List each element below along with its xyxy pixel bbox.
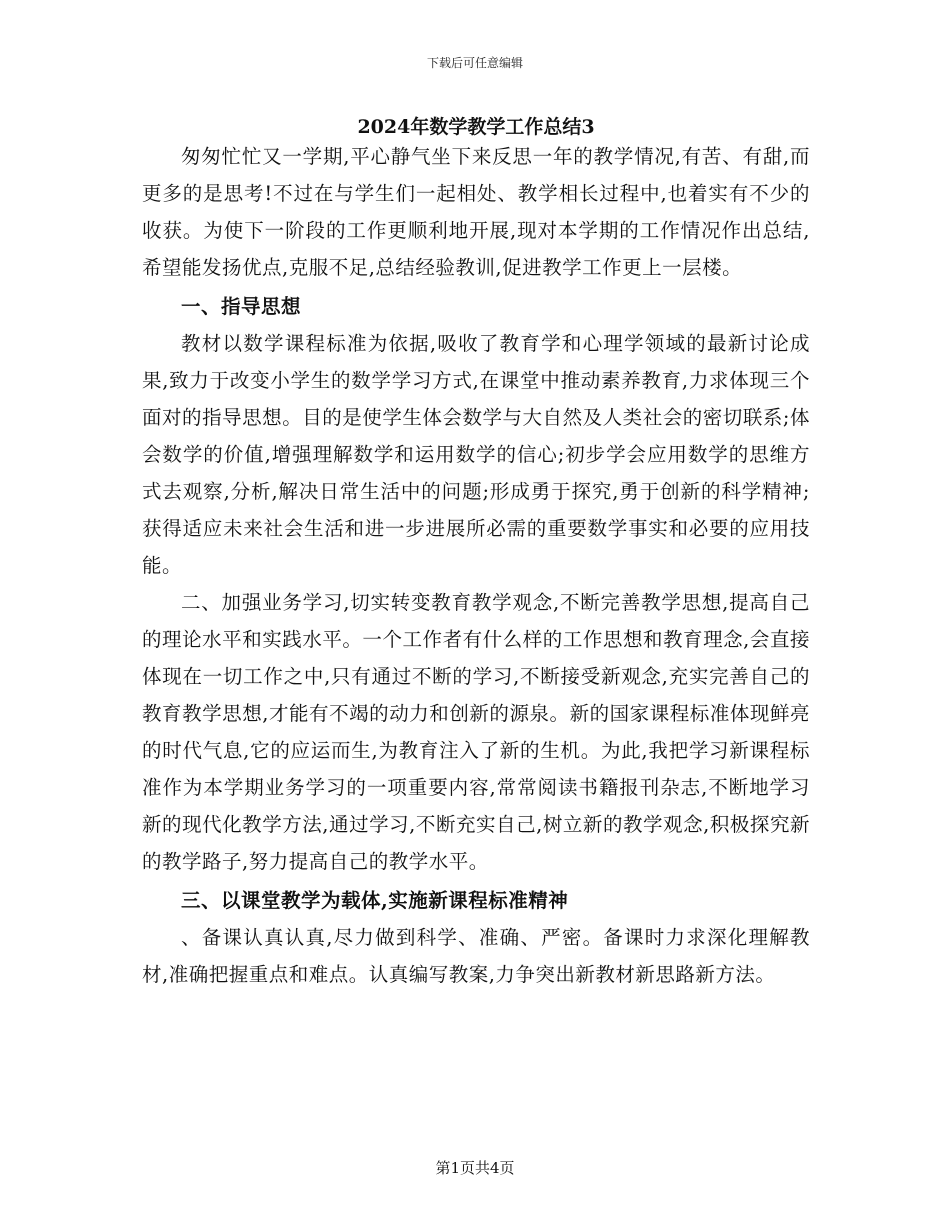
section-3-paragraph: 、备课认真认真,尽力做到科学、准确、严密。备课时力求深化理解教材,准确把握重点和难点。认真编写教案,力争突出新教材新思路新方法。 bbox=[142, 926, 810, 986]
document-body bbox=[142, 108, 810, 993]
header-note: 下载后可任意编辑 bbox=[426, 56, 523, 70]
section-heading-3: 三、以课堂教学为载体,实施新课程标准精神 bbox=[181, 889, 569, 912]
document-title: 2024年数学教学工作总结3 bbox=[357, 116, 595, 138]
intro-paragraph: 匆匆忙忙又一学期,平心静气坐下来反思一年的教学情况,有苦、有甜,而更多的是思考!不过在与学生们一起相处、教学相长过程中,也着实有不少的收获。为使下一阶段的工作更顺利地开展,现对本学期的工作情况作出总结,希望能发扬优点,克服不足,总结经验教训,促进教学工作更上一层楼。 bbox=[142, 145, 810, 279]
section-2-paragraph: 二、加强业务学习,切实转变教育教学观念,不断完善教学思想,提高自己的理论水平和实践水平。一个工作者有什么样的工作思想和教育理念,会直接体现在一切工作之中,只有通过不断的学习,不断接受新观念,充实完善自己的教育教学思想,才能有不竭的动力和创新的源泉。新的国家课程标准体现鲜亮的时代气息,它的应运而生,为教育注入了新的生机。为此,我把学习新课程标准作为本学期业务学习的一项重要内容,常常阅读书籍报刊杂志,不断地学习新的现代化教学方法,通过学习,不断充实自己,树立新的教学观念,积极探究新的教学路子,努力提高自己的教学水平。 bbox=[142, 591, 810, 873]
section-heading-1: 一、指导思想 bbox=[181, 295, 302, 318]
section-1-paragraph: 教材以数学课程标准为依据,吸收了教育学和心理学领域的最新讨论成果,致力于改变小学生的数学学习方式,在课堂中推动素养教育,力求体现三个面对的指导思想。目的是使学生体会数学与大自然及人类社会的密切联系;体会数学的价值,增强理解数学和运用数学的信心;初步学会应用数学的思维方式去观察,分析,解决日常生活中的问题;形成勇于探究,勇于创新的科学精神;获得适应未来社会生活和进一步进展所必需的重要数学事实和必要的应用技能。 bbox=[142, 332, 810, 577]
page-footer: 第1页共4页 bbox=[435, 1159, 515, 1177]
